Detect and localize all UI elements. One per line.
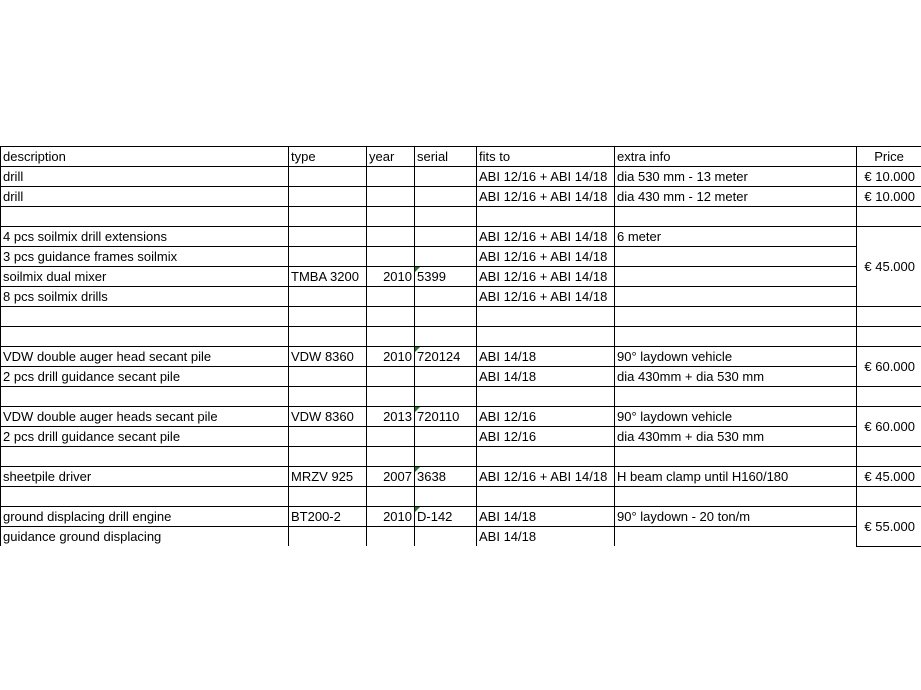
cell-serial: D-142: [415, 507, 477, 527]
cell-type: MRZV 925: [289, 467, 367, 487]
group-price-vdw-2010: € 60.000: [857, 347, 921, 387]
empty-row: [1, 327, 921, 347]
cell-serial: [415, 247, 477, 267]
empty-cell: [615, 447, 857, 467]
cell-fits-to: ABI 14/18: [477, 367, 615, 387]
header-description: description: [1, 147, 289, 167]
table-row: [1, 227, 921, 247]
empty-cell: [477, 327, 615, 347]
table-row: [1, 407, 921, 427]
empty-cell: [615, 207, 857, 227]
table-row: [1, 527, 921, 547]
cell-extra-info: [615, 287, 857, 307]
cell-fits-to: ABI 12/16 + ABI 14/18: [477, 167, 615, 187]
cell-serial: [415, 427, 477, 447]
cell-description: ground displacing drill engine: [1, 507, 289, 527]
empty-cell: [415, 447, 477, 467]
empty-cell: [857, 487, 921, 507]
group-price-vdw-2013: € 60.000: [857, 407, 921, 447]
cell-extra-info: [615, 247, 857, 267]
cell-description: 2 pcs drill guidance secant pile: [1, 367, 289, 387]
empty-cell: [1, 487, 289, 507]
cell-year: 2010: [367, 267, 415, 287]
cell-type: VDW 8360: [289, 407, 367, 427]
empty-cell: [477, 307, 615, 327]
cell-fits-to: ABI 12/16 + ABI 14/18: [477, 227, 615, 247]
cell-fits-to: ABI 12/16 + ABI 14/18: [477, 247, 615, 267]
cell-extra-info: [615, 267, 857, 287]
empty-cell: [289, 447, 367, 467]
empty-cell: [477, 387, 615, 407]
cell-extra-info: 90° laydown vehicle: [615, 407, 857, 427]
cell-extra-info: [615, 527, 857, 547]
table-row: [1, 367, 921, 387]
empty-cell: [615, 387, 857, 407]
table-row: [1, 347, 921, 367]
cell-year: [367, 287, 415, 307]
cell-price: € 45.000: [857, 467, 921, 487]
empty-row: [1, 307, 921, 327]
empty-cell: [615, 327, 857, 347]
cell-fits-to: ABI 12/16 + ABI 14/18: [477, 267, 615, 287]
cell-type: [289, 287, 367, 307]
empty-cell: [1, 387, 289, 407]
cell-fits-to: ABI 12/16 + ABI 14/18: [477, 187, 615, 207]
table-row: [1, 167, 921, 187]
cell-serial: 5399: [415, 267, 477, 287]
cell-fits-to: ABI 14/18: [477, 347, 615, 367]
cell-fits-to: ABI 12/16: [477, 427, 615, 447]
cell-year: 2007: [367, 467, 415, 487]
group-price-ground-displacing: € 55.000: [857, 507, 921, 547]
equipment-price-table: [0, 146, 921, 547]
cell-type: [289, 427, 367, 447]
empty-cell: [1, 447, 289, 467]
empty-cell: [477, 487, 615, 507]
empty-cell: [415, 307, 477, 327]
cell-extra-info: dia 430 mm - 12 meter: [615, 187, 857, 207]
empty-cell: [415, 487, 477, 507]
cell-serial: [415, 227, 477, 247]
empty-cell: [857, 447, 921, 467]
cell-year: [367, 187, 415, 207]
cell-fits-to: ABI 14/18: [477, 507, 615, 527]
header-fits-to: fits to: [477, 147, 615, 167]
cell-serial: [415, 287, 477, 307]
cell-description: 4 pcs soilmix drill extensions: [1, 227, 289, 247]
cell-type: VDW 8360: [289, 347, 367, 367]
empty-cell: [415, 387, 477, 407]
cell-year: 2010: [367, 347, 415, 367]
empty-cell: [367, 447, 415, 467]
empty-cell: [1, 207, 289, 227]
cell-year: [367, 247, 415, 267]
cell-year: 2013: [367, 407, 415, 427]
table-row: [1, 187, 921, 207]
group-price-soilmix: € 45.000: [857, 227, 921, 307]
cell-type: [289, 527, 367, 547]
cell-description: soilmix dual mixer: [1, 267, 289, 287]
empty-cell: [415, 327, 477, 347]
cell-type: [289, 367, 367, 387]
cell-extra-info: 90° laydown - 20 ton/m: [615, 507, 857, 527]
cell-extra-info: dia 430mm + dia 530 mm: [615, 427, 857, 447]
cell-year: [367, 227, 415, 247]
cell-fits-to: ABI 12/16: [477, 407, 615, 427]
header-year: year: [367, 147, 415, 167]
cell-description: VDW double auger heads secant pile: [1, 407, 289, 427]
table-row: [1, 467, 921, 487]
table-row: [1, 427, 921, 447]
empty-cell: [289, 387, 367, 407]
cell-description: sheetpile driver: [1, 467, 289, 487]
cell-serial: [415, 187, 477, 207]
empty-cell: [1, 307, 289, 327]
header-serial: serial: [415, 147, 477, 167]
empty-cell: [367, 487, 415, 507]
cell-fits-to: ABI 12/16 + ABI 14/18: [477, 467, 615, 487]
empty-cell: [415, 207, 477, 227]
empty-cell: [857, 307, 921, 327]
cell-type: [289, 167, 367, 187]
cell-serial: [415, 527, 477, 547]
cell-type: [289, 227, 367, 247]
empty-cell: [289, 487, 367, 507]
cell-type: TMBA 3200: [289, 267, 367, 287]
cell-description: guidance ground displacing: [1, 527, 289, 547]
empty-cell: [289, 327, 367, 347]
empty-cell: [857, 327, 921, 347]
cell-fits-to: ABI 12/16 + ABI 14/18: [477, 287, 615, 307]
cell-type: BT200-2: [289, 507, 367, 527]
empty-cell: [367, 207, 415, 227]
empty-cell: [615, 307, 857, 327]
cell-year: [367, 527, 415, 547]
cell-year: [367, 367, 415, 387]
cell-extra-info: dia 530 mm - 13 meter: [615, 167, 857, 187]
cell-serial: 720124: [415, 347, 477, 367]
cell-description: drill: [1, 187, 289, 207]
empty-cell: [857, 387, 921, 407]
cell-serial: 720110: [415, 407, 477, 427]
empty-row: [1, 387, 921, 407]
cell-fits-to: ABI 14/18: [477, 527, 615, 547]
empty-cell: [1, 327, 289, 347]
cell-type: [289, 247, 367, 267]
cell-extra-info: H beam clamp until H160/180: [615, 467, 857, 487]
header-price: Price: [857, 147, 921, 167]
empty-row: [1, 207, 921, 227]
empty-cell: [615, 487, 857, 507]
cell-type: [289, 187, 367, 207]
header-type: type: [289, 147, 367, 167]
header-extra-info: extra info: [615, 147, 857, 167]
cell-serial: [415, 167, 477, 187]
empty-cell: [367, 327, 415, 347]
table-row: [1, 507, 921, 527]
table-row: [1, 287, 921, 307]
cell-year: [367, 167, 415, 187]
cell-price: € 10.000: [857, 187, 921, 207]
empty-cell: [289, 207, 367, 227]
empty-cell: [367, 307, 415, 327]
cell-extra-info: dia 430mm + dia 530 mm: [615, 367, 857, 387]
cell-serial: [415, 367, 477, 387]
cell-description: VDW double auger head secant pile: [1, 347, 289, 367]
empty-cell: [289, 307, 367, 327]
header-row: [1, 147, 921, 167]
empty-row: [1, 447, 921, 467]
cell-serial: 3638: [415, 467, 477, 487]
cell-description: 3 pcs guidance frames soilmix: [1, 247, 289, 267]
empty-cell: [367, 387, 415, 407]
cell-year: [367, 427, 415, 447]
table-row: [1, 247, 921, 267]
cell-description: drill: [1, 167, 289, 187]
empty-row: [1, 487, 921, 507]
empty-cell: [477, 207, 615, 227]
table-row: [1, 267, 921, 287]
cell-description: 2 pcs drill guidance secant pile: [1, 427, 289, 447]
cell-year: 2010: [367, 507, 415, 527]
empty-cell: [477, 447, 615, 467]
cell-extra-info: 90° laydown vehicle: [615, 347, 857, 367]
cell-description: 8 pcs soilmix drills: [1, 287, 289, 307]
empty-cell: [857, 207, 921, 227]
cell-extra-info: 6 meter: [615, 227, 857, 247]
cell-price: € 10.000: [857, 167, 921, 187]
